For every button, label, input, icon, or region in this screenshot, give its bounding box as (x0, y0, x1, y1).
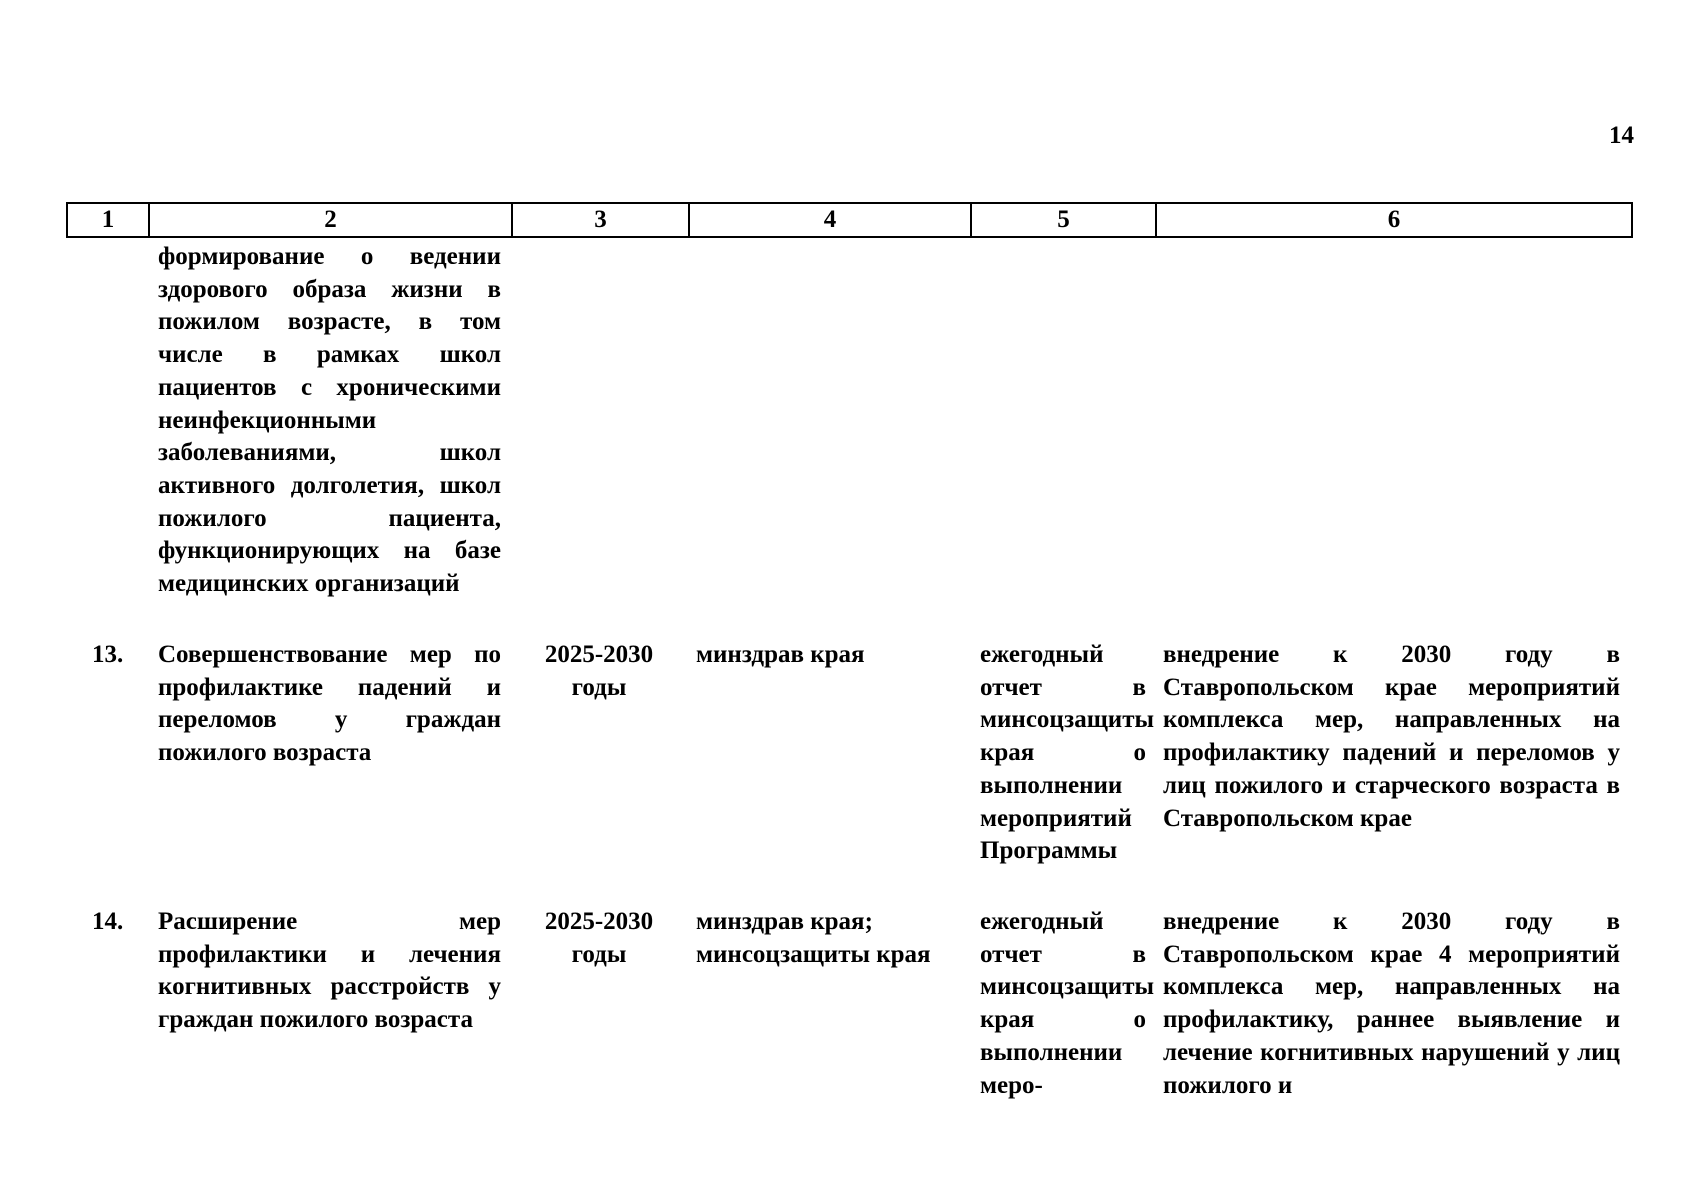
expected-result-cell: внедрение к 2030 году в Ставропольском крае 4 мероприятий комплекса мер, направленных на профилактику, раннее выявление и лечение когнитивных нарушений у лиц пожилого и (1163, 908, 1620, 1099)
term-cell: 2025-2030 годы (544, 908, 654, 968)
term-cell: 2025-2030 годы (544, 641, 654, 701)
row-number-cell: 14. (92, 908, 124, 935)
measure-name-cell: Совершенствование мер по профилактике падений и переломов у граждан пожилого возраста (158, 641, 501, 767)
executor-cell: минздрав края (696, 641, 865, 668)
column-header-2: 2 (148, 204, 511, 236)
page-number: 14 (1609, 122, 1634, 149)
column-header-3: 3 (511, 204, 688, 236)
column-header-1: 1 (101, 206, 115, 233)
column-header-6: 6 (1155, 204, 1631, 236)
row-number-cell: 13. (92, 641, 124, 668)
report-form-cell: ежегодный отчет в минсоцзащиты края о выполнении меро- (980, 908, 1154, 1099)
report-form-cell: ежегодный отчет в минсоцзащиты края о выполнении мероприятий Программы (980, 641, 1154, 865)
table-header-row (66, 202, 1633, 238)
column-header-5: 5 (970, 204, 1155, 236)
measure-name-cell: Расширение мер профилактики и лечения когнитивных расстройств у граждан пожилого возраста (158, 908, 501, 1034)
expected-result-cell: внедрение к 2030 году в Ставропольском крае мероприятий комплекса мер, направленных на профилактику падений и переломов у лиц пожилого и старческого возраста в Ставропольском крае (1163, 641, 1620, 832)
column-header-4: 4 (688, 204, 970, 236)
executor-cell: минздрав края; минсоцзащиты края (696, 908, 931, 968)
measure-name-cell: формирование о ведении здорового образа жизни в пожилом возрасте, в том числе в рамках школ пациентов с хроническими неинфекционными заболеваниями, школ активного долголетия, школ пожилого пациента, функционирующих на базе медицинских организаций (158, 243, 501, 598)
